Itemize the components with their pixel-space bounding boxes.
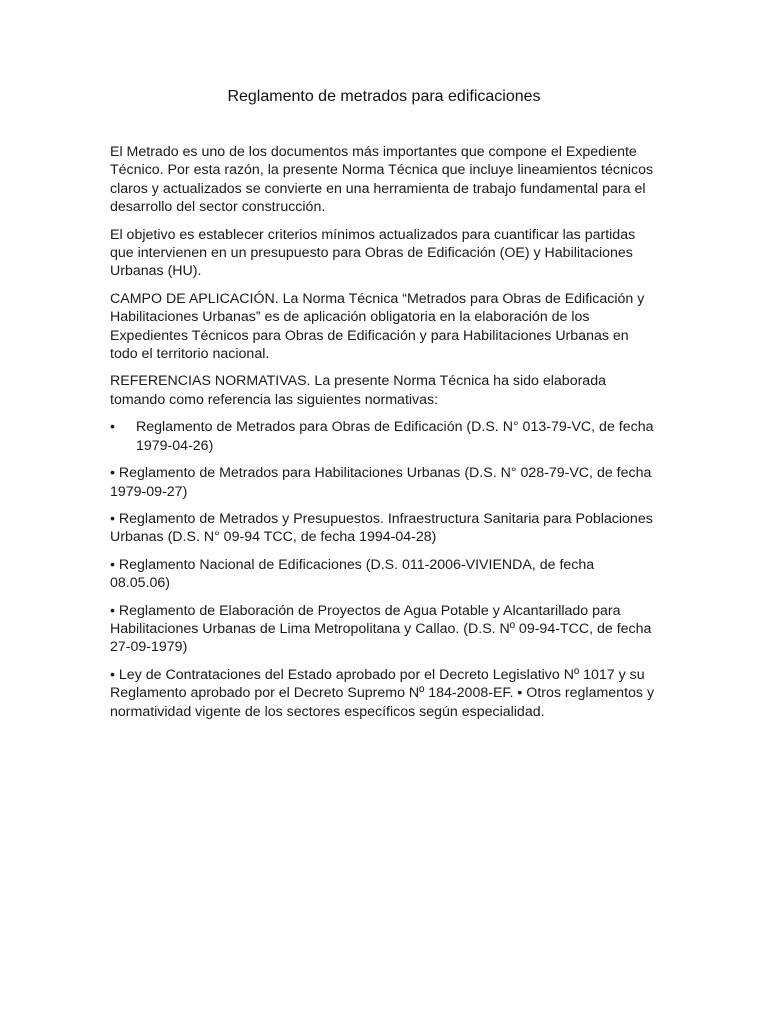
- reference-list-item: • Reglamento de Metrados para Habilitaciones Urbanas (D.S. N° 028-79-VC, de fecha 1979-09-27): [110, 465, 652, 500]
- bullet-icon: •: [110, 419, 115, 436]
- reference-list-item: • Reglamento de Elaboración de Proyectos de Agua Potable y Alcantarillado para Habilitaciones Urbanas de Lima Metropolitana y Callao. (D.S. Nº 09-94-TCC, de fecha 27-09-1979): [110, 602, 652, 656]
- paragraph-scope: CAMPO DE APLICACIÓN. La Norma Técnica “Metrados para Obras de Edificación y Habilitaciones Urbanas” es de aplicación obligatoria en la elaboración de los Expedientes Técnicos para Obras de Edificación y para Habilitaciones Urbanas en todo el territorio nacional.: [110, 290, 645, 363]
- paragraph-objective: El objetivo es establecer criterios mínimos actualizados para cuantificar las partidas que intervienen en un presupuesto para Obras de Edificación (OE) y Habilitaciones Urbanas (HU).: [110, 226, 636, 280]
- reference-list-item: [110, 418, 658, 455]
- reference-text: Reglamento de Metrados para Obras de Edificación (D.S. N° 013-79-VC, de fecha 1979-04-26): [136, 419, 654, 454]
- reference-list-item: • Ley de Contrataciones del Estado aprobado por el Decreto Legislativo Nº 1017 y su Reglamento aprobado por el Decreto Supremo Nº 184-2008-EF. • Otros reglamentos y normatividad vigente de los sectores específicos según especialidad.: [110, 666, 655, 720]
- paragraph-references: REFERENCIAS NORMATIVAS. La presente Norma Técnica ha sido elaborada tomando como referencia las siguientes normativas:: [110, 373, 606, 408]
- reference-list-item: • Reglamento de Metrados y Presupuestos. Infraestructura Sanitaria para Poblaciones Urbanas (D.S. N° 09-94 TCC, de fecha 1994-04-28): [110, 510, 653, 546]
- document-body: [110, 143, 658, 730]
- reference-list-item: • Reglamento Nacional de Edificaciones (D.S. 011-2006-VIVIENDA, de fecha 08.05.06): [110, 556, 595, 592]
- document-title: Reglamento de metrados para edificaciones: [227, 88, 541, 105]
- paragraph-intro: El Metrado es uno de los documentos más importantes que compone el Expediente Técnico. Por esta razón, la presente Norma Técnica que incluye lineamientos técnicos claros y actualizados se convierte en una herramienta de trabajo fundamental para el desarrollo del sector construcción.: [110, 144, 654, 216]
